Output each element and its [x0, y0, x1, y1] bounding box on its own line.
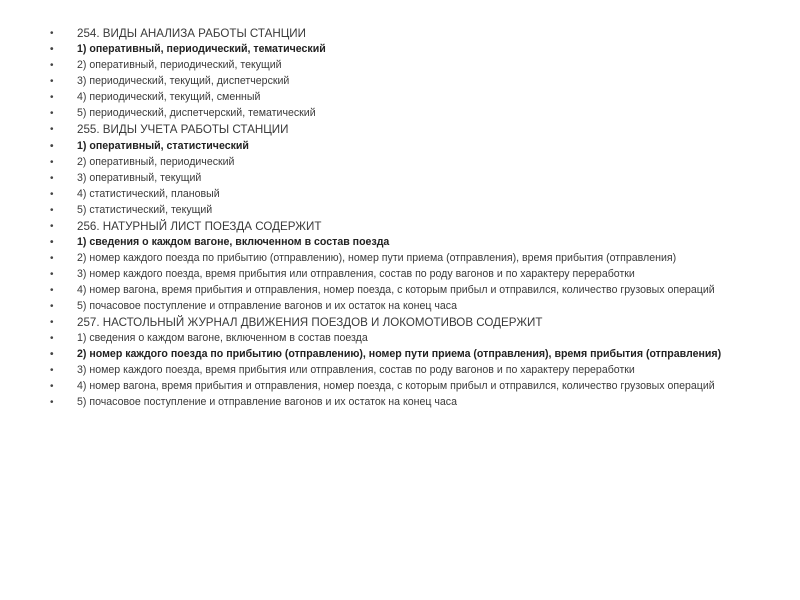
- bullet-icon: •: [50, 220, 54, 232]
- list-item: [50, 253, 740, 265]
- list-item: [50, 44, 740, 56]
- bullet-icon: •: [50, 156, 54, 168]
- item-text: 1) сведения о каждом вагоне, включенном в состав поезда: [77, 332, 368, 345]
- bullet-icon: •: [50, 284, 54, 296]
- item-text: 4) номер вагона, время прибытия и отправления, номер поезда, с которым прибыл и отправился, количество грузовых операций: [77, 283, 715, 296]
- item-text: 4) периодический, текущий, сменный: [77, 91, 261, 104]
- list-item: [50, 124, 740, 136]
- item-text: 255. ВИДЫ УЧЕТА РАБОТЫ СТАНЦИИ: [77, 123, 289, 137]
- list-item: [50, 173, 740, 185]
- list-item: [50, 76, 740, 88]
- item-text: 2) оперативный, периодический: [77, 155, 235, 168]
- bullet-icon: •: [50, 188, 54, 200]
- bullet-icon: •: [50, 140, 54, 152]
- item-text: 4) номер вагона, время прибытия и отправления, номер поезда, с которым прибыл и отправился, количество грузовых операций: [77, 380, 715, 393]
- list-item: [50, 28, 740, 40]
- bullet-icon: •: [50, 397, 54, 409]
- item-text: 5) периодический, диспетчерский, тематический: [77, 107, 316, 120]
- list-item: [50, 141, 740, 153]
- bullet-icon: •: [50, 349, 54, 361]
- bullet-icon: •: [50, 60, 54, 72]
- list-item: [50, 221, 740, 233]
- item-text: 1) сведения о каждом вагоне, включенном в состав поезда: [77, 235, 390, 248]
- item-text: 2) номер каждого поезда по прибытию (отправлению), номер пути приема (отправления), время прибытия (отправления): [77, 348, 722, 361]
- item-text: 254. ВИДЫ АНАЛИЗА РАБОТЫ СТАНЦИИ: [77, 27, 306, 40]
- bullet-icon: •: [50, 236, 54, 248]
- item-text: 3) оперативный, текущий: [77, 171, 202, 184]
- item-text: 5) статистический, текущий: [77, 203, 213, 216]
- bullet-icon: •: [50, 252, 54, 264]
- bullet-icon: •: [50, 365, 54, 377]
- bullet-icon: •: [50, 92, 54, 104]
- bullet-icon: •: [50, 204, 54, 216]
- item-text: 4) статистический, плановый: [77, 187, 220, 200]
- list-item: [50, 381, 740, 393]
- item-text: 3) номер каждого поезда, время прибытия или отправления, состав по роду вагонов и по характеру переработки: [77, 267, 635, 280]
- list-item: [50, 365, 740, 377]
- list-item: [50, 157, 740, 169]
- bullet-icon: •: [50, 124, 54, 136]
- list-item: [50, 285, 740, 297]
- list-item: [50, 189, 740, 201]
- item-text: 3) номер каждого поезда, время прибытия или отправления, состав по роду вагонов и по характеру переработки: [77, 364, 635, 377]
- bullet-icon: •: [50, 108, 54, 120]
- bullet-icon: •: [50, 381, 54, 393]
- bullet-icon: •: [50, 44, 54, 56]
- list-item: [50, 349, 740, 361]
- questions-list: [50, 28, 740, 413]
- list-item: [50, 333, 740, 345]
- list-item: [50, 92, 740, 104]
- item-text: 5) почасовое поступление и отправление вагонов и их остаток на конец часа: [77, 396, 457, 409]
- item-text: 2) оперативный, периодический, текущий: [77, 59, 282, 72]
- bullet-icon: •: [50, 28, 54, 39]
- bullet-icon: •: [50, 316, 54, 328]
- item-text: 1) оперативный, периодический, тематический: [77, 43, 326, 56]
- list-item: [50, 108, 740, 120]
- list-item: [50, 237, 740, 249]
- list-item: [50, 269, 740, 281]
- item-text: 256. НАТУРНЫЙ ЛИСТ ПОЕЗДА СОДЕРЖИТ: [77, 219, 322, 233]
- item-text: 5) почасовое поступление и отправление вагонов и их остаток на конец часа: [77, 299, 457, 312]
- list-item: [50, 397, 740, 409]
- list-item: [50, 205, 740, 217]
- item-text: 257. НАСТОЛЬНЫЙ ЖУРНАЛ ДВИЖЕНИЯ ПОЕЗДОВ И ЛОКОМОТИВОВ СОДЕРЖИТ: [77, 315, 543, 329]
- item-text: 3) периодический, текущий, диспетчерский: [77, 75, 290, 88]
- bullet-icon: •: [50, 76, 54, 88]
- bullet-icon: •: [50, 333, 54, 345]
- list-item: [50, 317, 740, 329]
- bullet-icon: •: [50, 172, 54, 184]
- item-text: 1) оперативный, статистический: [77, 139, 249, 152]
- bullet-icon: •: [50, 268, 54, 280]
- item-text: 2) номер каждого поезда по прибытию (отправлению), номер пути приема (отправления), время прибытия (отправления): [77, 251, 677, 264]
- bullet-icon: •: [50, 300, 54, 312]
- list-item: [50, 60, 740, 72]
- list-item: [50, 301, 740, 313]
